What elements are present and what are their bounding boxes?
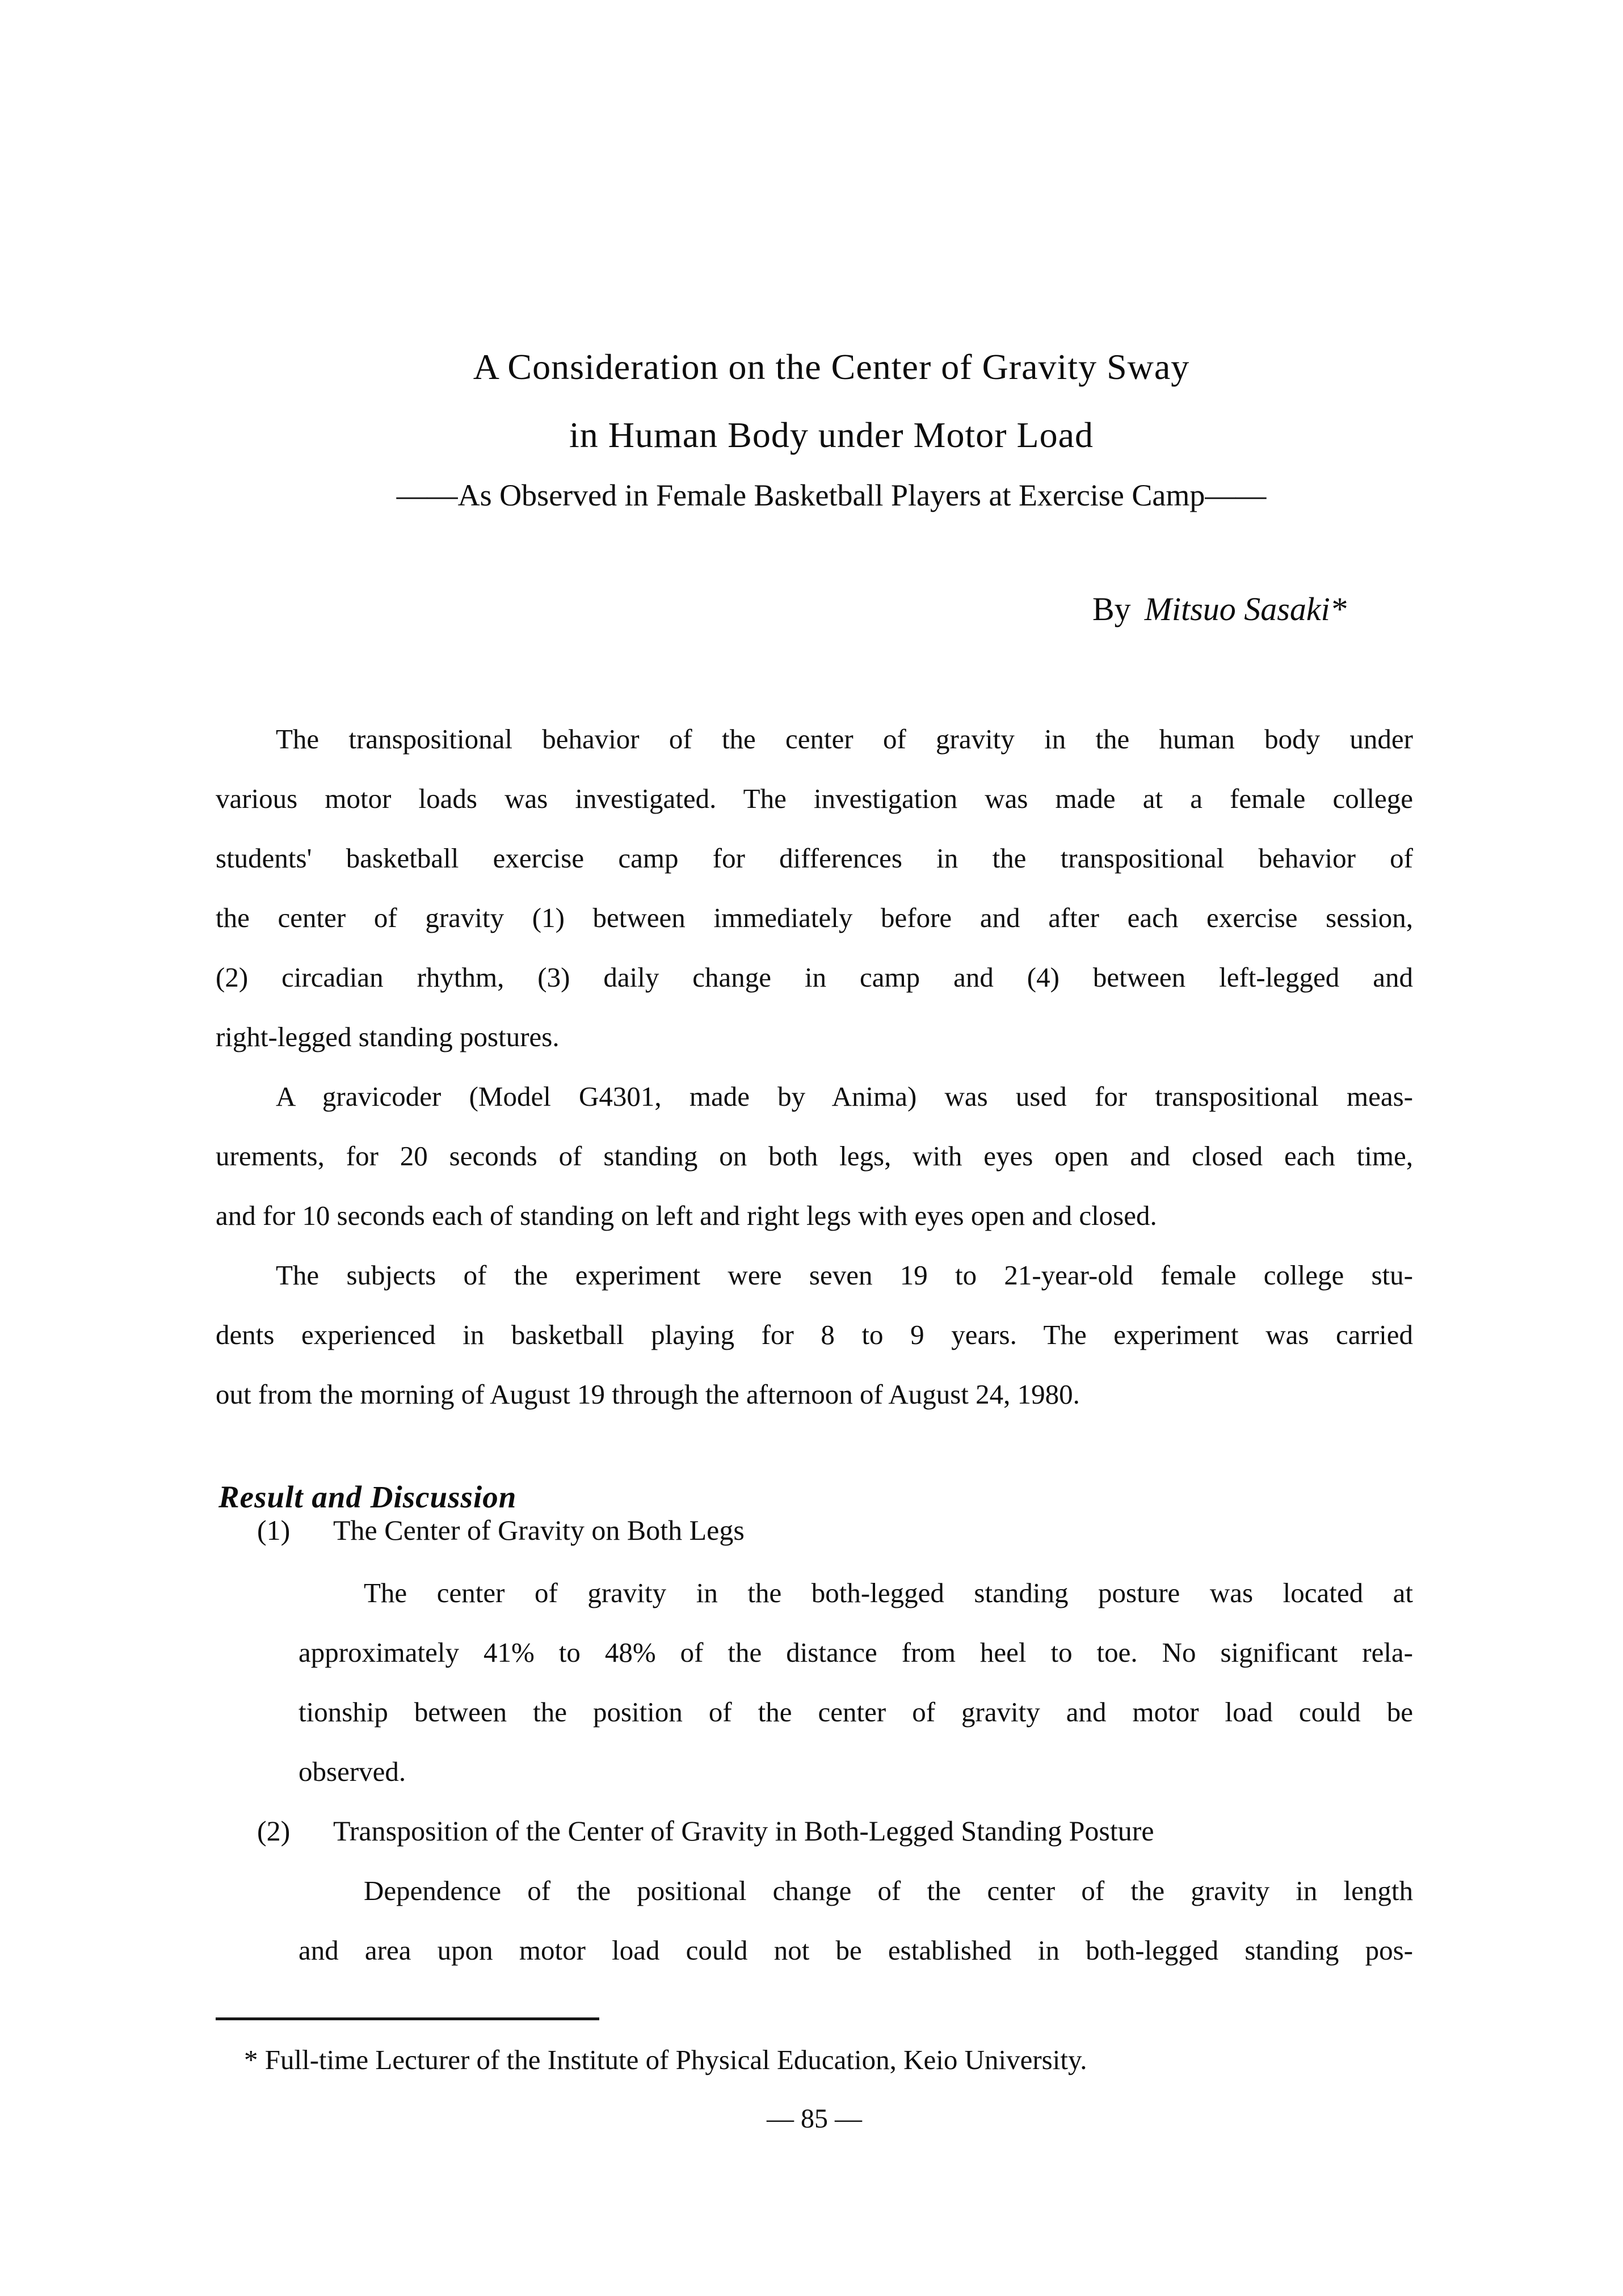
text-line: The transpositional behavior of the center of gravity in the human body under [276, 723, 1413, 755]
title-block [233, 333, 1430, 521]
text-line: and area upon motor load could not be established in both-legged standing pos- [298, 1935, 1413, 1966]
footnote-divider [216, 2017, 599, 2020]
text-line: A gravicoder (Model G4301, made by Anima) was used for transpositional meas- [276, 1081, 1413, 1112]
byline-prefix: By [1092, 591, 1131, 627]
list-item-2-body [298, 1861, 1413, 1980]
paper-subtitle: ——As Observed in Female Basketball Players at Exercise Camp—— [396, 478, 1267, 512]
list-item-2-title: Transposition of the Center of Gravity in Both-Legged Standing Posture [333, 1815, 1154, 1847]
text-line: various motor loads was investigated. The investigation was made at a female college [216, 783, 1413, 814]
list-item-1-marker: (1) [257, 1514, 291, 1546]
text-line: dents experienced in basketball playing for 8 to 9 years. The experiment was carried [216, 1319, 1413, 1350]
abstract-paragraph-3 [216, 1245, 1413, 1424]
text-line: right-legged standing postures. [216, 1021, 560, 1052]
text-line: tionship between the position of the center of gravity and motor load could be [298, 1696, 1413, 1728]
text-line: (2) circadian rhythm, (3) daily change in camp and (4) between left-legged and [216, 962, 1413, 993]
paper-title [233, 333, 1430, 469]
list-item-2-marker: (2) [257, 1815, 291, 1847]
text-line: and for 10 seconds each of standing on left and right legs with eyes open and closed. [216, 1200, 1157, 1231]
list-item-1-heading [216, 1501, 1413, 1560]
text-line: The subjects of the experiment were seven 19 to 21-year-old female college stu- [276, 1259, 1413, 1291]
text-line: urements, for 20 seconds of standing on both legs, with eyes open and closed each time, [216, 1140, 1413, 1172]
paper-title-line-1: A Consideration on the Center of Gravity Sway [473, 347, 1190, 387]
byline [1092, 590, 1347, 628]
text-line: The center of gravity in the both-legged standing posture was located at [364, 1577, 1413, 1608]
text-line: the center of gravity (1) between immediately before and after each exercise session, [216, 902, 1413, 933]
list-item-1-body [298, 1563, 1413, 1801]
text-line: students' basketball exercise camp for differences in the transpositional behavior of [216, 842, 1413, 874]
text-line: out from the morning of August 19 through the afternoon of August 24, 1980. [216, 1379, 1080, 1410]
list-item-1-title: The Center of Gravity on Both Legs [333, 1514, 745, 1546]
paper-title-line-2: in Human Body under Motor Load [569, 415, 1094, 455]
author-name: Mitsuo Sasaki* [1144, 591, 1347, 627]
list-item-2-heading [216, 1801, 1413, 1861]
text-line: approximately 41% to 48% of the distance from heel to toe. No significant rela- [298, 1637, 1413, 1668]
section-heading-result-and-discussion: Result and Discussion [218, 1479, 517, 1514]
footnote: * Full-time Lecturer of the Institute of Physical Education, Keio University. [244, 2044, 1087, 2075]
page-number: — 85 — [767, 2104, 862, 2134]
text-line: observed. [298, 1756, 406, 1787]
text-line: Dependence of the positional change of the center of the gravity in length [364, 1875, 1413, 1906]
abstract-paragraph-1 [216, 709, 1413, 1067]
abstract-paragraph-2 [216, 1067, 1413, 1245]
